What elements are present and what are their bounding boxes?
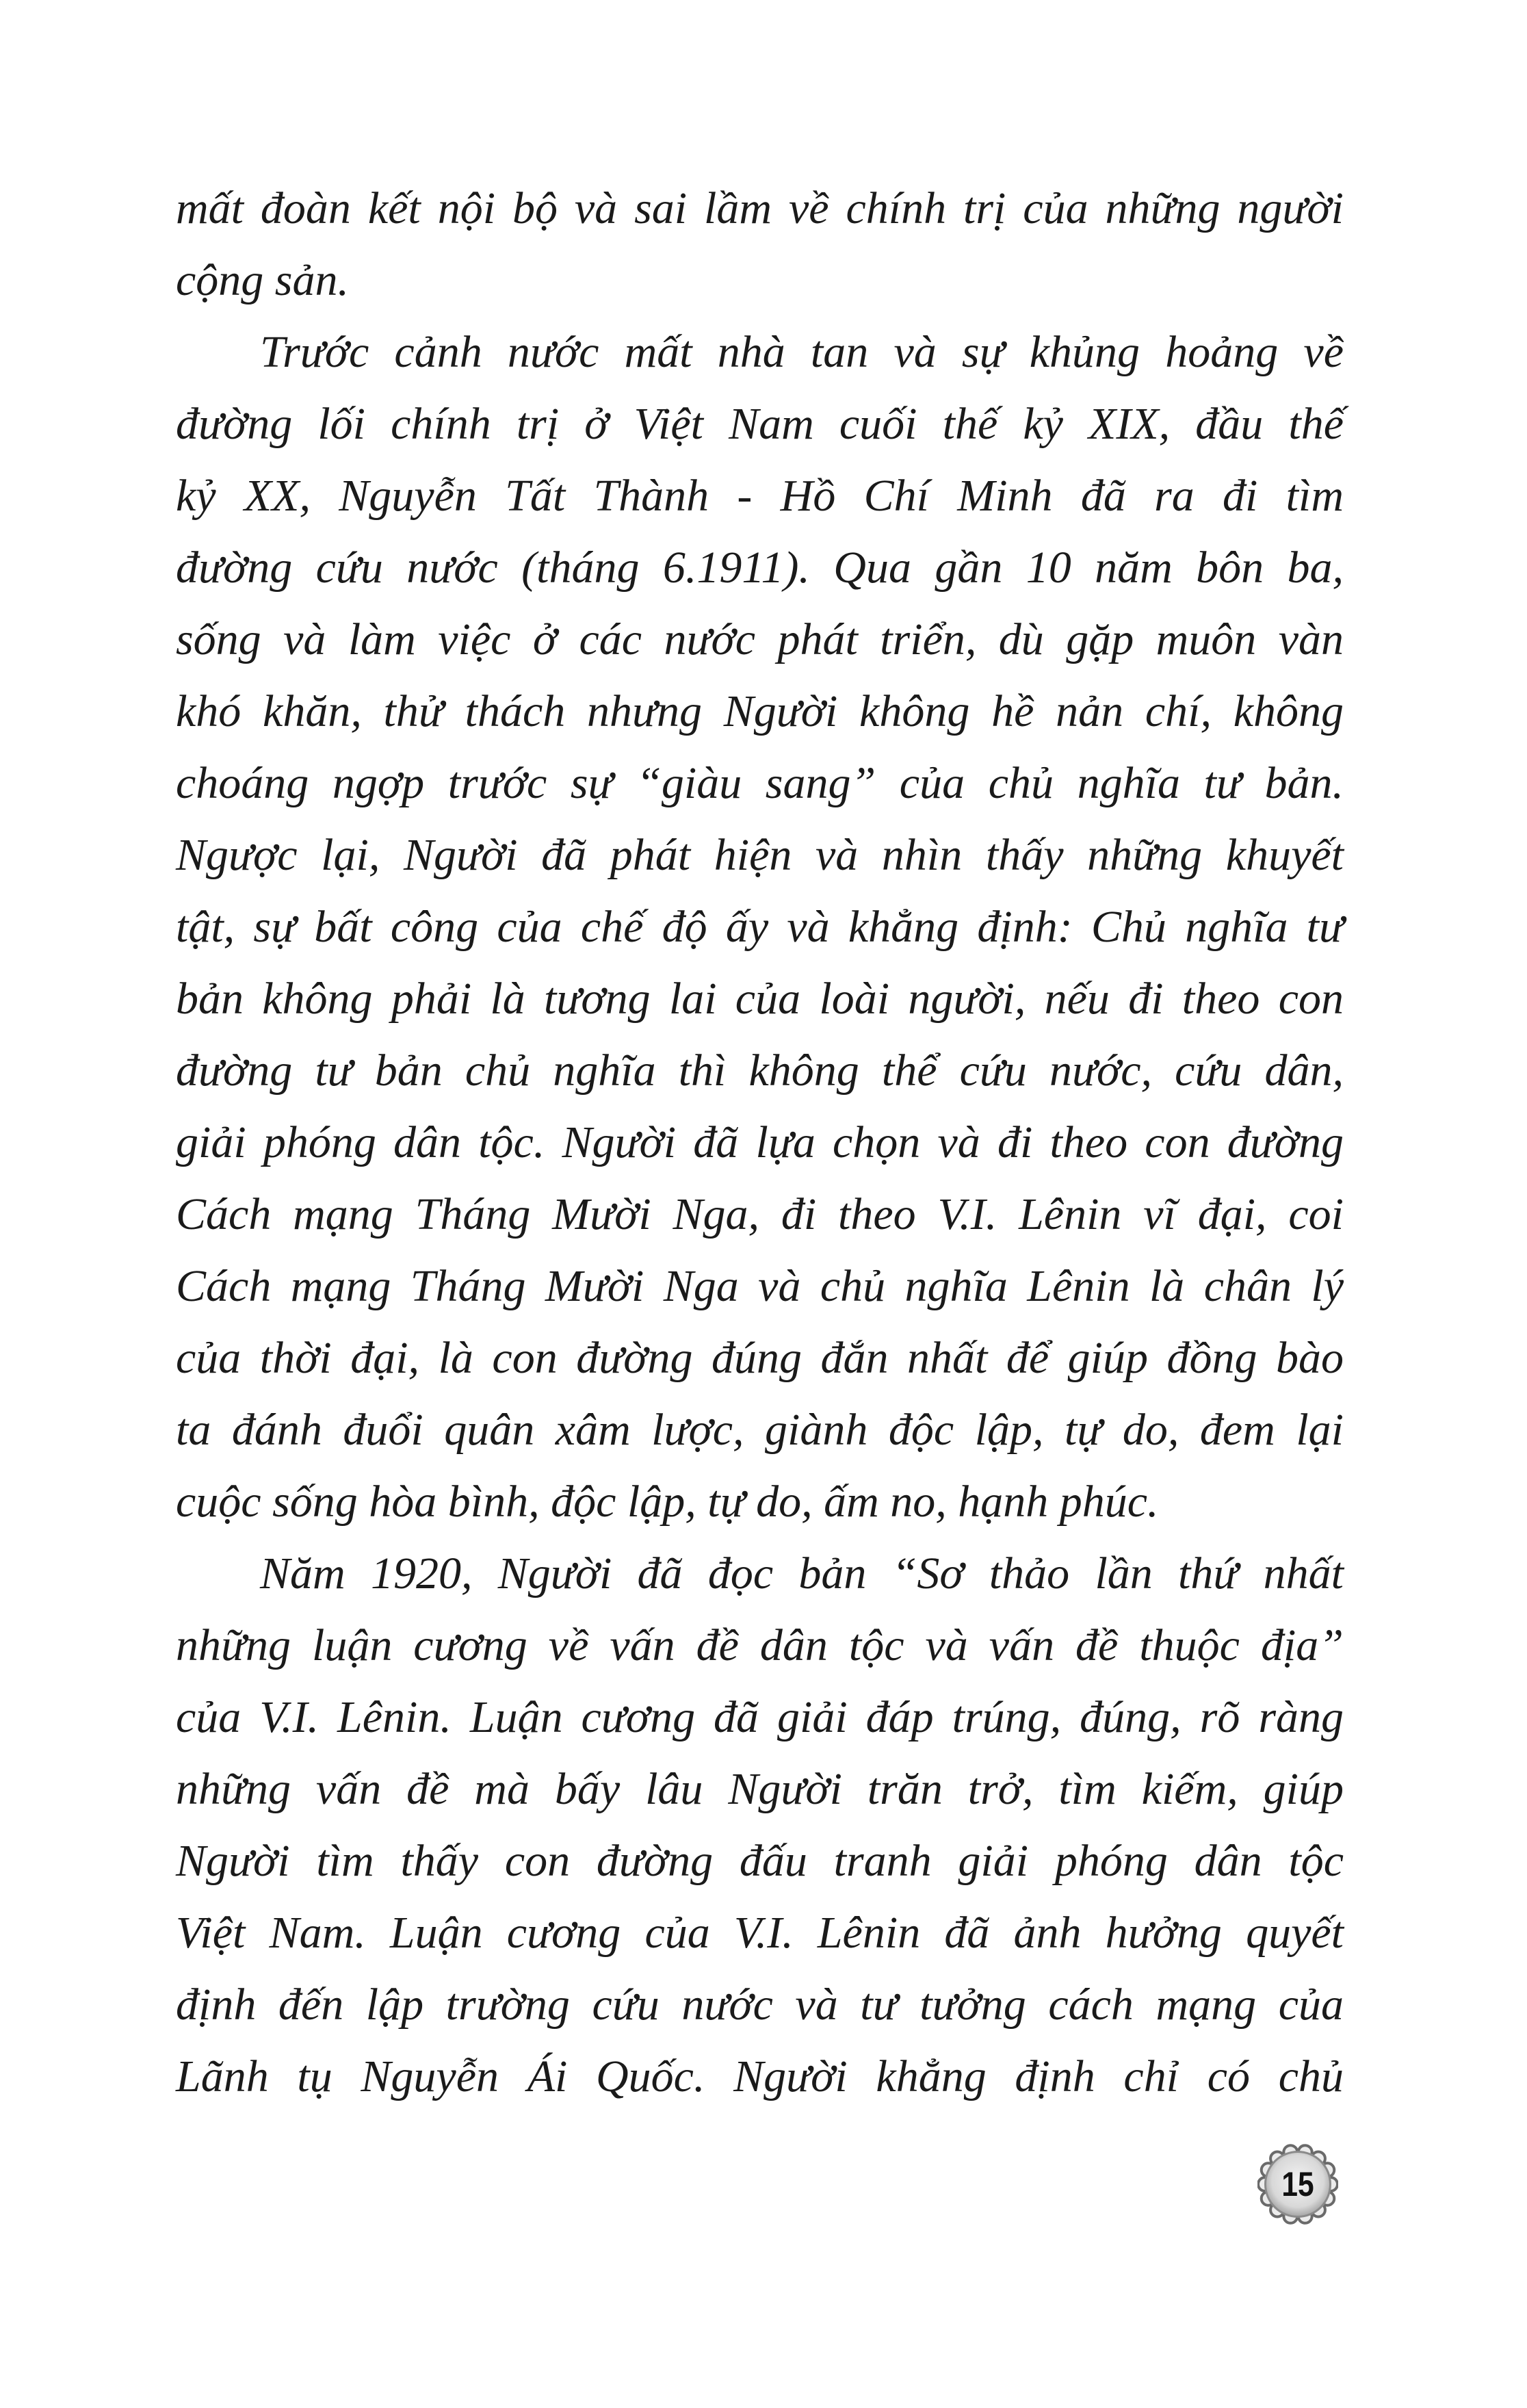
text-line: cộng sản. (176, 255, 349, 305)
text-line: định đến lập trường cứu nước và tư tưởng cách mạng của (176, 1980, 1344, 2030)
text-line: của V.I. Lênin. Luận cương đã giải đáp trúng, đúng, rõ ràng (176, 1692, 1344, 1742)
text-line: đường lối chính trị ở Việt Nam cuối thế kỷ XIX, đầu thế (176, 399, 1344, 449)
text-line: mất đoàn kết nội bộ và sai lầm về chính trị của những người (176, 183, 1344, 233)
text-line: sống và làm việc ở các nước phát triển, dù gặp muôn vàn (176, 614, 1344, 664)
text-line: Việt Nam. Luận cương của V.I. Lênin đã ảnh hưởng quyết (176, 1908, 1344, 1958)
text-line: những vấn đề mà bấy lâu Người trăn trở, tìm kiếm, giúp (176, 1764, 1344, 1814)
page-body (176, 172, 1344, 2112)
text-line: khó khăn, thử thách nhưng Người không hề nản chí, không (176, 686, 1344, 736)
text-line: tật, sự bất công của chế độ ấy và khẳng định: Chủ nghĩa tư (176, 902, 1344, 952)
text-line: Lãnh tụ Nguyễn Ái Quốc. Người khẳng định chỉ có chủ (176, 2051, 1344, 2101)
page-number-badge (1257, 2144, 1338, 2225)
text-line: của thời đại, là con đường đúng đắn nhất để giúp đồng bào (176, 1333, 1344, 1383)
text-line: Năm 1920, Người đã đọc bản “Sơ thảo lần thứ nhất (260, 1549, 1344, 1598)
text-line: đường tư bản chủ nghĩa thì không thể cứu nước, cứu dân, (176, 1046, 1344, 1096)
text-line: Cách mạng Tháng Mười Nga, đi theo V.I. Lênin vĩ đại, coi (176, 1189, 1344, 1239)
text-line: những luận cương về vấn đề dân tộc và vấn đề thuộc địa” (176, 1620, 1344, 1670)
text-line: Người tìm thấy con đường đấu tranh giải phóng dân tộc (176, 1836, 1344, 1886)
text-line: cuộc sống hòa bình, độc lập, tự do, ấm no, hạnh phúc. (176, 1477, 1159, 1527)
text-line: giải phóng dân tộc. Người đã lựa chọn và đi theo con đường (176, 1117, 1344, 1167)
text-line: choáng ngợp trước sự “giàu sang” của chủ nghĩa tư bản. (176, 758, 1344, 808)
text-line: ta đánh đuổi quân xâm lược, giành độc lập, tự do, đem lại (176, 1405, 1344, 1455)
text-line: Trước cảnh nước mất nhà tan và sự khủng hoảng về (260, 327, 1344, 377)
text-line: Ngược lại, Người đã phát hiện và nhìn thấy những khuyết (176, 830, 1344, 880)
text-line: Cách mạng Tháng Mười Nga và chủ nghĩa Lênin là chân lý (176, 1261, 1344, 1311)
text-line: đường cứu nước (tháng 6.1911). Qua gần 10 năm bôn ba, (176, 543, 1344, 593)
page-number: 15 (1281, 2165, 1314, 2203)
text-line: kỷ XX, Nguyễn Tất Thành - Hồ Chí Minh đã ra đi tìm (176, 471, 1344, 521)
text-line: bản không phải là tương lai của loài người, nếu đi theo con (176, 974, 1344, 1024)
